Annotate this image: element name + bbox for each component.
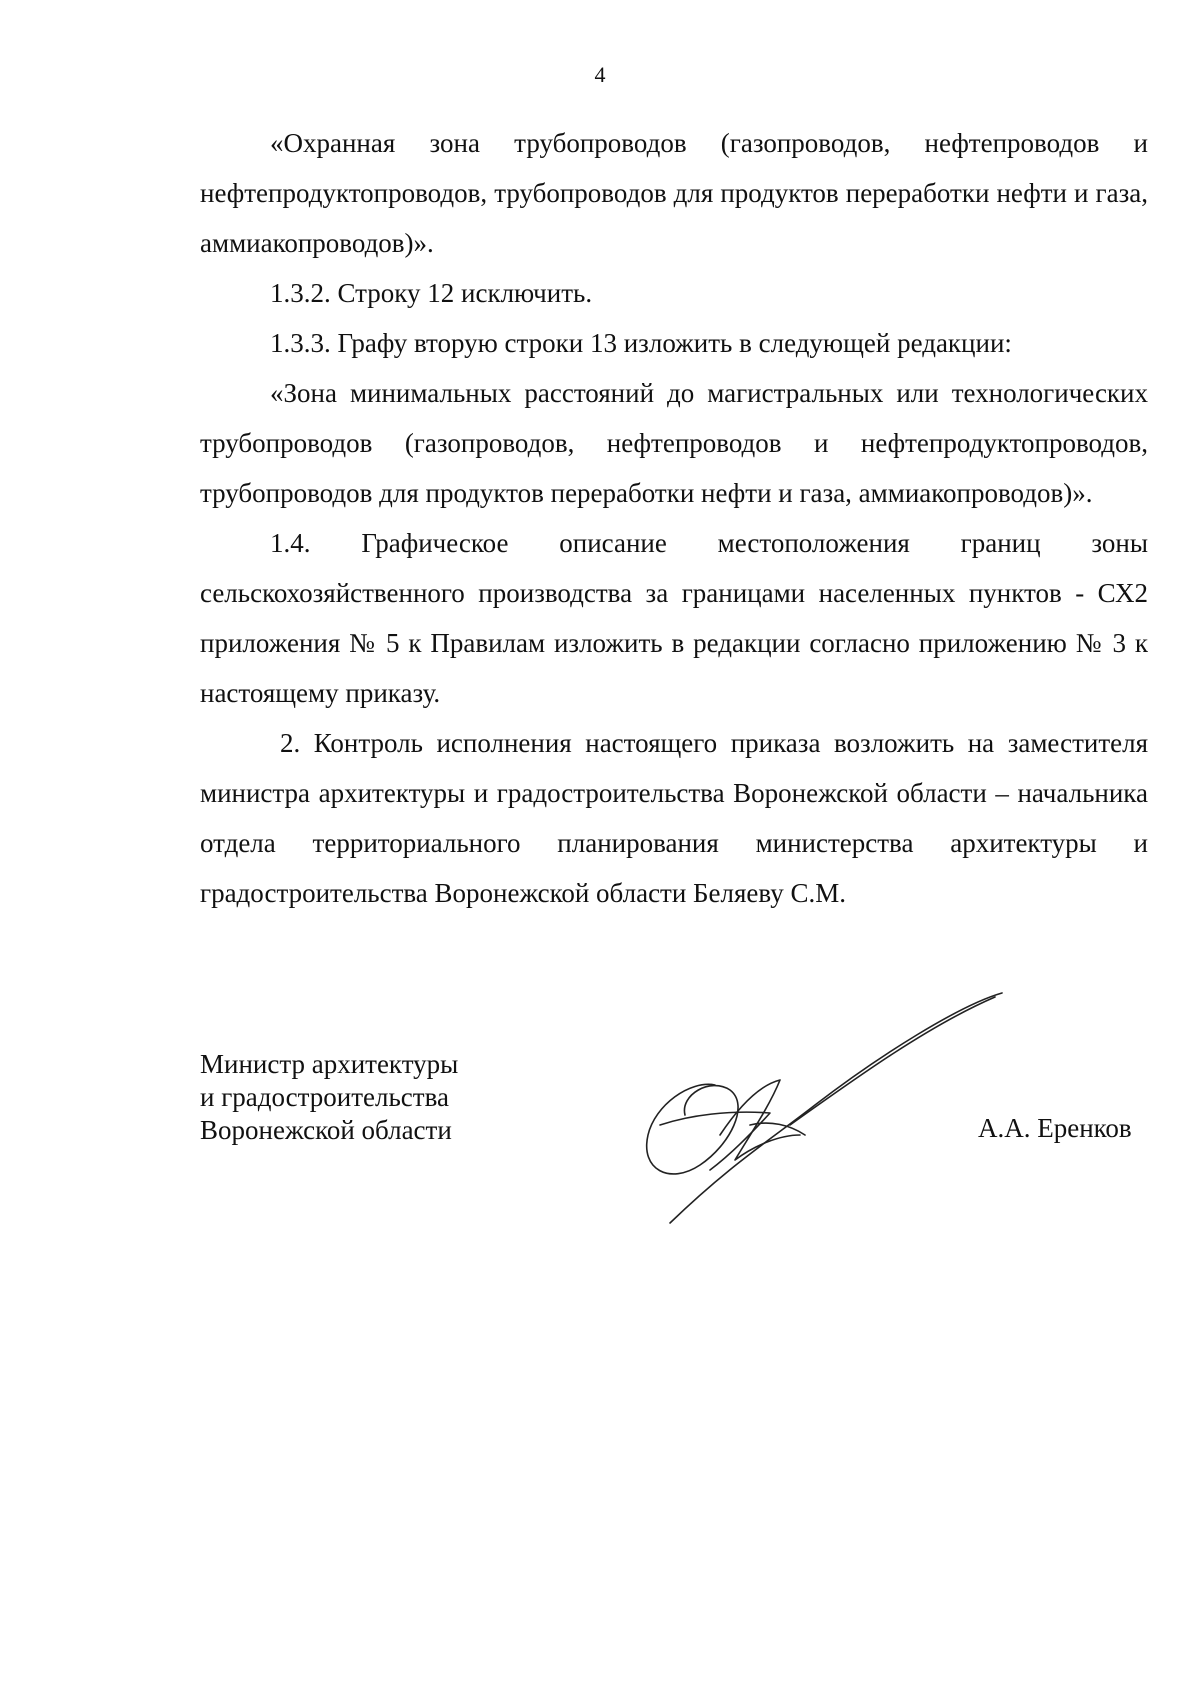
signatory-title-line: и градостроительства [200, 1082, 449, 1112]
signature-stroke [790, 997, 995, 1125]
handwritten-signature [630, 985, 1010, 1225]
signatory-name: А.А. Еренков [978, 1113, 1132, 1143]
signatory-title [200, 1048, 458, 1147]
document-body [200, 118, 1148, 918]
signatory-title-line: Министр архитектуры [200, 1049, 459, 1079]
page-number: 4 [594, 62, 606, 87]
signature-stroke [670, 993, 1002, 1223]
paragraph-2: 2. Контроль исполнения настоящего приказа возложить на заместителя министра архитектуры и градостроительства Воронежской области – начальника отдела территориального планирования министерства архитектуры и градостроительства Воронежской области Беляеву С.М. [200, 728, 1148, 908]
signatory-title-line: Воронежской области [200, 1115, 452, 1145]
paragraph-zone-name: «Охранная зона трубопроводов (газопроводов, нефтепроводов и нефтепродуктопроводов, трубопроводов для продуктов переработки нефти и газа, аммиакопроводов)». [200, 128, 1148, 258]
signature-stroke [660, 1112, 770, 1170]
paragraph-1-4: 1.4. Графическое описание местоположения границ зоны сельскохозяйственного производства за границами населенных пунктов - СХ2 приложения № 5 к Правилам изложить в редакции согласно приложению № 3 к настоящему приказу. [200, 528, 1148, 708]
paragraph-zone-min-distance: «Зона минимальных расстояний до магистральных или технологических трубопроводов (газопроводов, нефтепроводов и нефтепродуктопроводов, трубопроводов для продуктов переработки нефти и газа, аммиакопроводов)». [200, 378, 1148, 508]
paragraph-1-3-2: 1.3.2. Строку 12 исключить. [270, 278, 593, 308]
paragraph-1-3-3: 1.3.3. Графу вторую строки 13 изложить в следующей редакции: [270, 328, 1012, 358]
